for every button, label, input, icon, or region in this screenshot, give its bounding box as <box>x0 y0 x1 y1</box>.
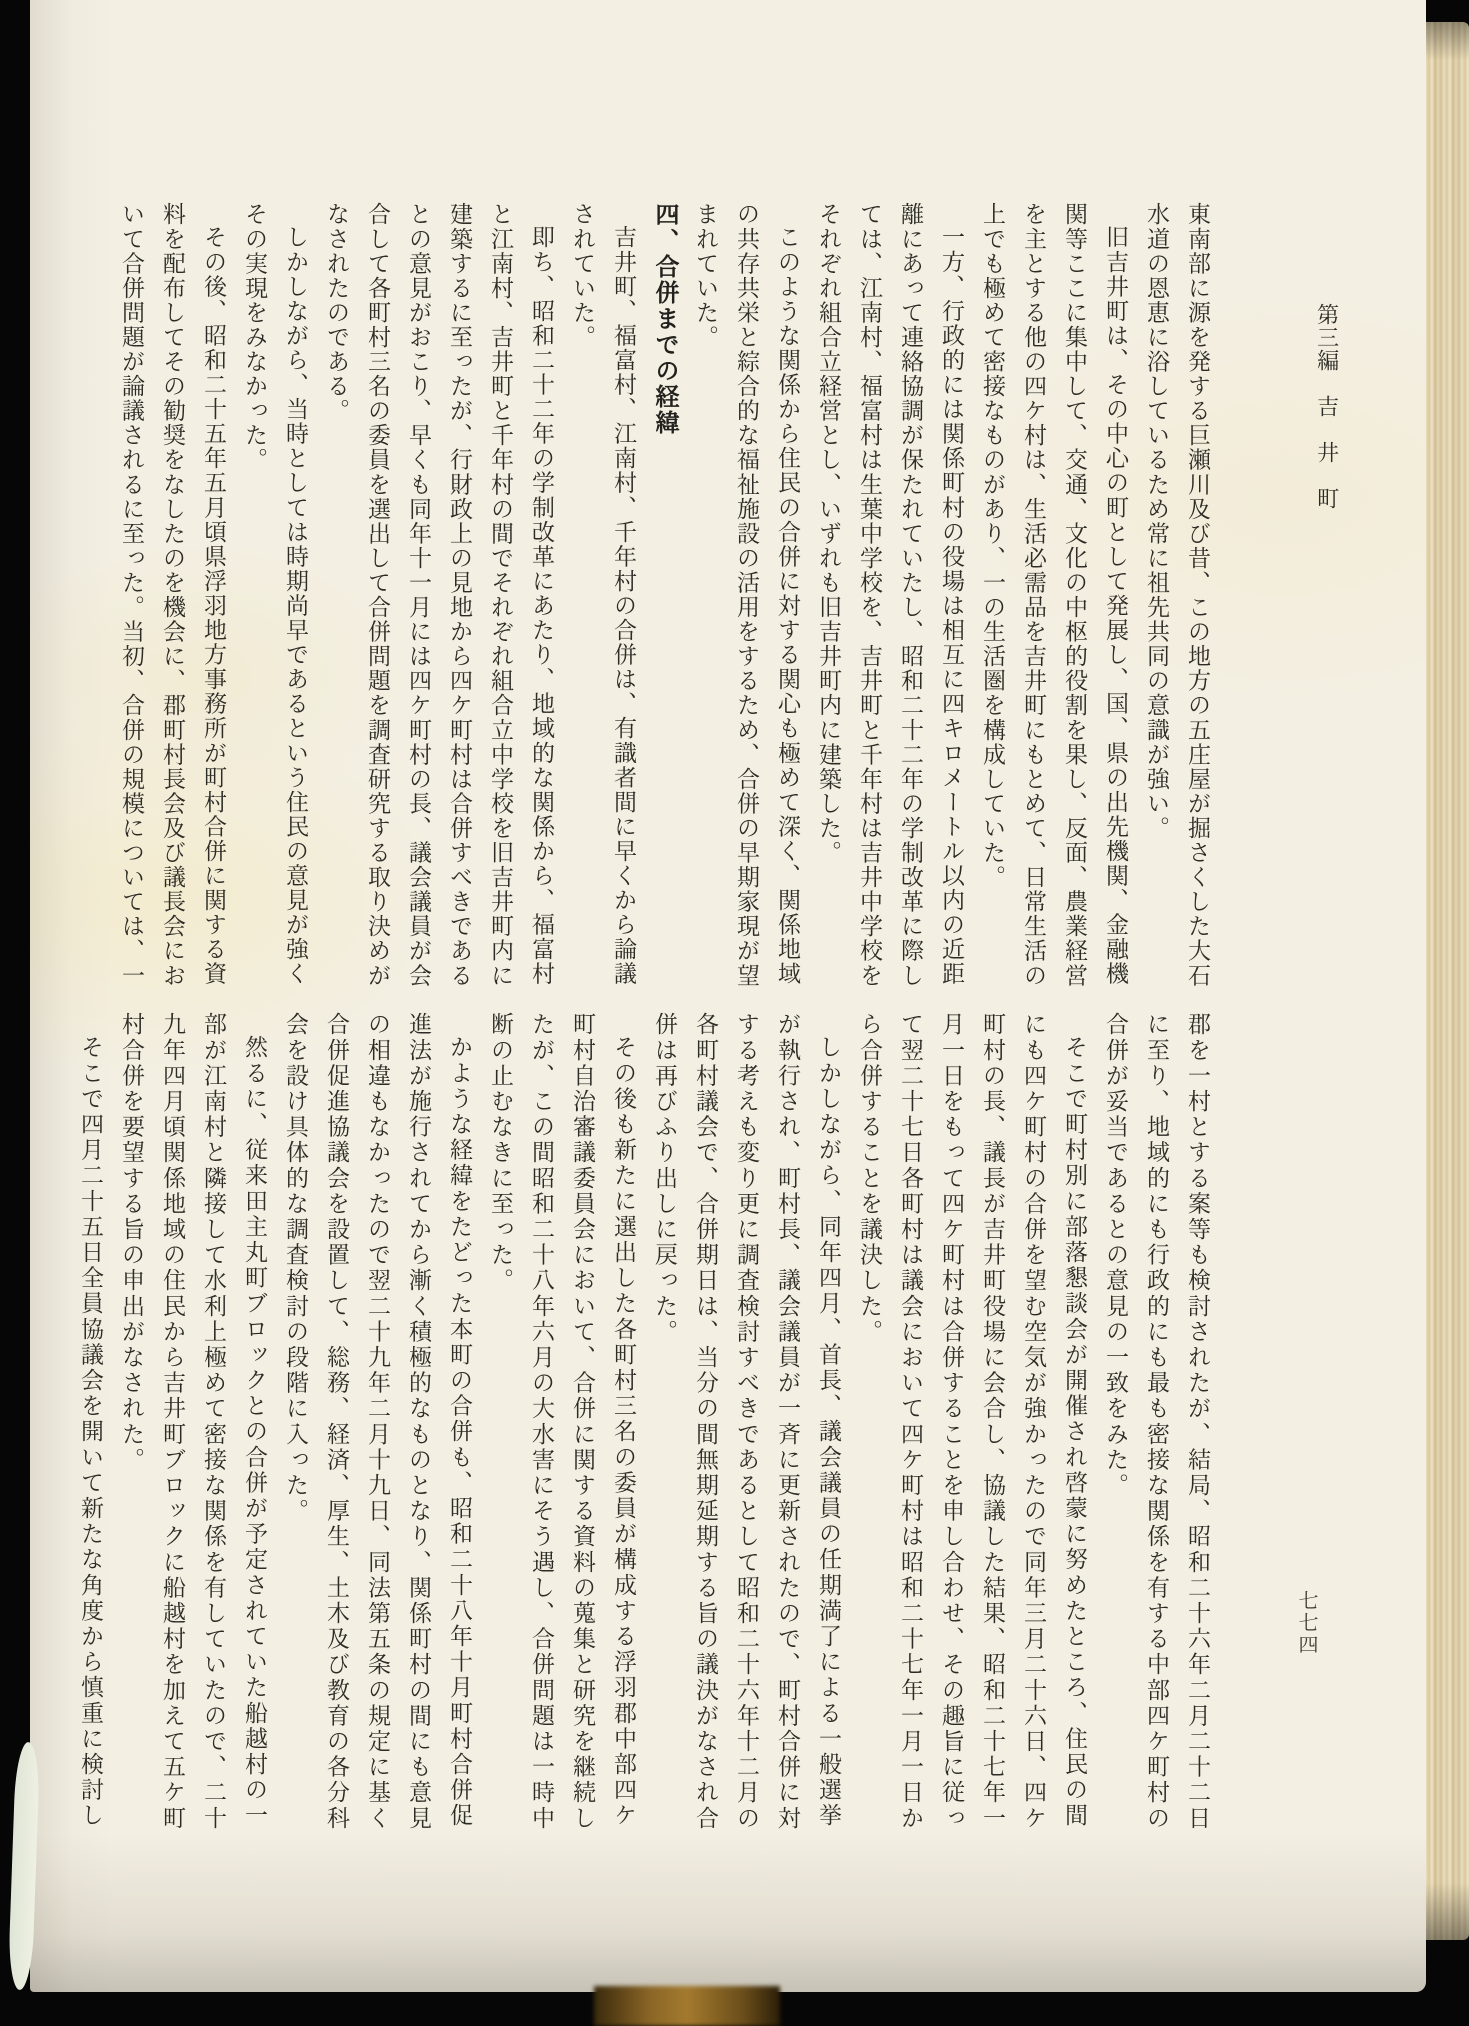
paragraph: そこで四月二十五日全員協議会を開いて新たな角度から慎重に検討し <box>78 1035 103 1829</box>
book-fore-edge-stack <box>1426 22 1469 1940</box>
paragraph: しかしながら、当時としては時期尚早であるという住民の意見が強くその実現をみなかった。 <box>242 202 308 987</box>
paragraph: 一方、行政的には関係町村の役場は相互に四キロメートル以内の近距離にあって連絡協調が保たれていたし、昭和二十二年の学制改革に際しては、江南村、福富村は生葉中学校を、吉井町と千年村は吉井中学校をそれぞれ組合立経営とし、いずれも旧吉井町内に建築した。 <box>816 202 964 988</box>
paragraph: かような経緯をたどった本町の合併も、昭和二十八年十月町村合併促進法が施行されてから漸く積極的なものとなり、関係町村の間にも意見の相違もなかったので翌二十九年二月十九日、同法第五条の規定に基く合併促進協議会を設置して、総務、経済、厚生、土木及び教育の各分科会を設け具体的な調査検討の段階に入った。 <box>283 1012 472 1832</box>
paragraph: その後も新たに選出した各町村三名の委員が構成する浮羽郡中部四ケ町村自治審議委員会において、合併に関する資料の蒐集と研究を継続したが、この間昭和二十八年六月の大水害にそう遇し、合併問題は一時中断の止むなきに至った。 <box>488 1012 636 1832</box>
paragraph: 吉井町、福富村、江南村、千年村の合併は、有識者間に早くから論議されていた。 <box>570 202 636 987</box>
book-page <box>30 0 1426 1992</box>
chapter-header: 第三編 吉 井 町 <box>1314 303 1340 510</box>
paragraph: 然るに、従来田主丸町ブロックとの合併が予定されていた船越村の一部が江南村と隣接して水利上極めて密接な関係を有していたので、二十九年四月頃関係地域の住民から吉井町ブロックに船越村を加えて五ケ町村合併を要望する旨の申出がなされた。 <box>119 1012 267 1832</box>
paragraph: その後、昭和二十五年五月頃県浮羽地方事務所が町村合併に関する資料を配布してその勧奨をなしたのを機会に、郡町村長会及び議長会において合併問題が論議されるに至った。当初、合併の規模については、一 <box>119 202 226 988</box>
paragraph: 郡を一村とする案等も検討されたが、結局、昭和二十六年二月二十二日に至り、地域的にも行政的にも最も密接な関係を有する中部四ケ町村の合併が妥当であるとの意見の一致をみた。 <box>1103 1012 1210 1832</box>
paragraph: 東南部に源を発する巨瀬川及び昔、この地方の五庄屋が掘さくした大石水道の恩恵に浴しているため常に祖先共同の意識が強い。 <box>1144 202 1210 988</box>
page-number: 七七四 <box>1295 1590 1317 1656</box>
paragraph: 即ち、昭和二十二年の学制改革にあたり、地域的な関係から、福富村と江南村、吉井町と千年村の間でそれぞれ組合立中学校を旧吉井町内に建築するに至ったが、行財政上の見地から四ケ町村は合併すべきであるとの意見がおこり、早くも同年十一月には四ケ町村の長、議会議員が会合して各町村三名の委員を選出して合併問題を調査研究する取り決めがなされたのである。 <box>324 202 554 988</box>
photo-artifact <box>594 1986 780 2026</box>
top-text-block <box>111 202 1218 988</box>
paragraph: しかしながら、同年四月、首長、議会議員の任期満了による一般選挙が執行され、町村長、議会議員が一斉に更新されたので、町村合併に対する考えも変り更に調査検討すべきであるとして昭和二十六年十二月の各町村議会で、合併期日は、当分の間無期延期する旨の議決がなされ合併は再びふり出しに戻った。 <box>652 1012 841 1832</box>
paragraph: 旧吉井町は、その中心の町として発展し、国、県の出先機関、金融機関等ここに集中して、交通、文化の中枢的役割を果し、反面、農業経営を主とする他の四ケ村は、生活必需品を吉井町にもとめて、日常生活の上でも極めて密接なものがあり、一の生活圏を構成していた。 <box>980 202 1128 988</box>
paragraph: そこで町村別に部落懇談会が開催され啓蒙に努めたところ、住民の間にも四ケ町村の合併を望む空気が強かったので同年三月二十六日、四ケ町村の長、議長が吉井町役場に会合し、協議した結果、昭和二十七年一月一日をもって四ケ町村は合併することを申し合わせ、その趣旨に従って翌二十七日各町村は議会において四ケ町村は昭和二十七年一月一日から合併することを議決した。 <box>857 1012 1087 1832</box>
section-heading: 四、合併までの経緯 <box>651 202 678 436</box>
paragraph: このような関係から住民の合併に対する関心も極めて深く、関係地域の共存共栄と綜合的な福祉施設の活用をするため、合併の早期家現が望まれていた。 <box>693 202 800 988</box>
bottom-text-block <box>70 1012 1218 1834</box>
